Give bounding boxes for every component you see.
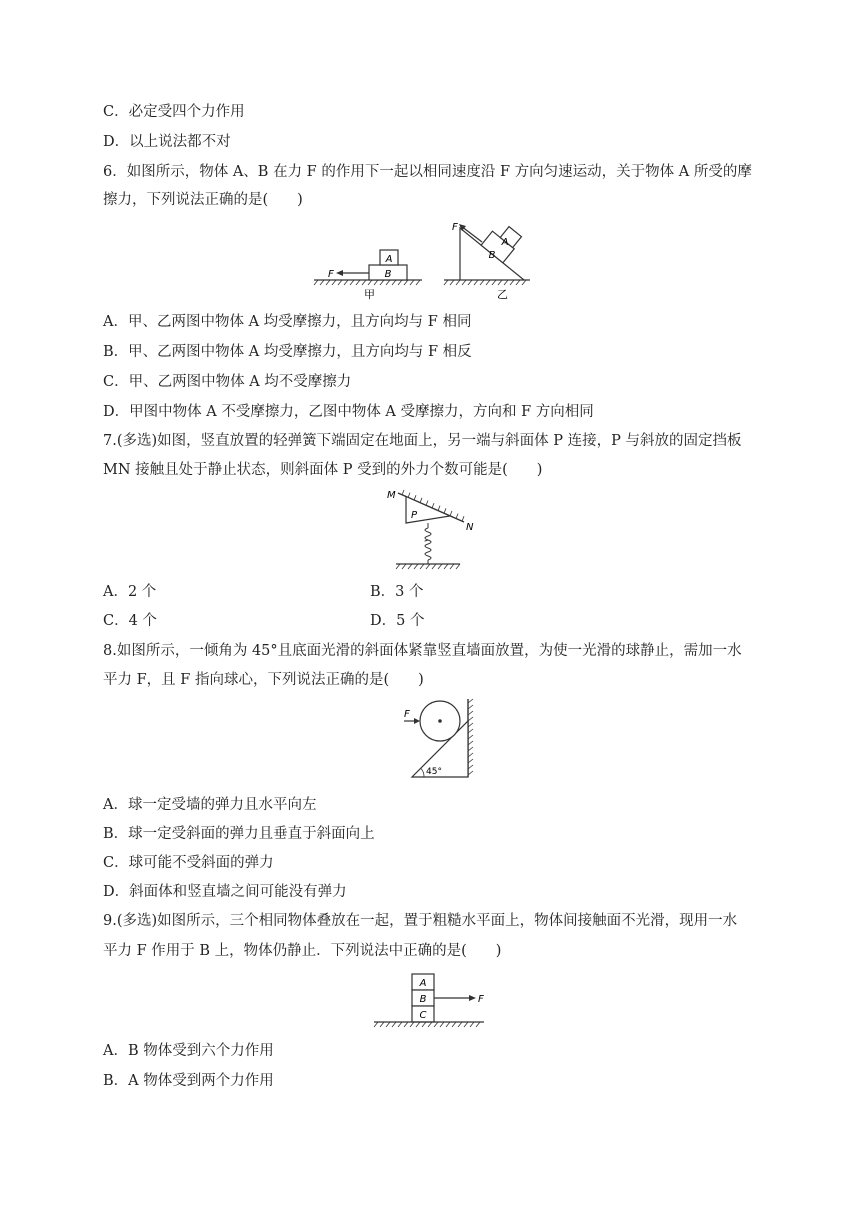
q6-figure-yi <box>444 220 530 301</box>
q7-option-a: A．2 个 <box>103 584 157 600</box>
angle-label: 45° <box>426 767 442 777</box>
label-p: P <box>411 510 418 521</box>
q9-stem-line2: 平力 F 作用于 B 上，物体仍静止．下列说法中正确的是( ) <box>103 943 502 959</box>
label-a-q9: A <box>419 978 427 989</box>
q6-stem-line2: 擦力，下列说法正确的是( ) <box>103 192 303 208</box>
q6-option-a: A．甲、乙两图中物体 A 均受摩擦力，且方向均与 F 相同 <box>103 314 472 330</box>
q7-option-b: B．3 个 <box>370 584 424 600</box>
label-m: M <box>387 490 396 501</box>
q5-option-d: D．以上说法都不对 <box>103 134 231 150</box>
label-n: N <box>466 522 474 533</box>
q9-option-b: B．A 物体受到两个力作用 <box>103 1073 274 1089</box>
q6-stem-line1: 6．如图所示，物体 A、B 在力 F 的作用下一起以相同速度沿 F 方向匀速运动，关于物体 A 所受的摩 <box>103 164 752 180</box>
q8-option-c: C．球可能不受斜面的弹力 <box>103 855 274 871</box>
q9-option-a: A．B 物体受到六个力作用 <box>103 1043 274 1059</box>
q8-stem-line1: 8.如图所示，一倾角为 45°且底面光滑的斜面体紧靠竖直墙面放置，为使一光滑的球静止，需加一水 <box>103 643 742 659</box>
q8-option-b: B．球一定受斜面的弹力且垂直于斜面向上 <box>103 826 375 842</box>
q6-figure <box>310 218 530 304</box>
label-f-jia: F <box>328 269 334 280</box>
q9-stem-line1: 9.(多选)如图所示，三个相同物体叠放在一起，置于粗糙水平面上，物体间接触面不光滑，现用一水 <box>103 913 738 929</box>
q7-figure <box>382 486 482 570</box>
q6-option-b: B．甲、乙两图中物体 A 均受摩擦力，且方向均与 F 相反 <box>103 344 472 360</box>
label-a-yi: A <box>501 237 509 248</box>
caption-jia: 甲 <box>364 288 375 301</box>
caption-yi: 乙 <box>497 288 508 301</box>
q7-stem-line2: MN 接触且处于静止状态，则斜面体 P 受到的外力个数可能是( ) <box>103 462 543 478</box>
label-f-q8: F <box>404 709 410 720</box>
label-f-q9: F <box>478 994 484 1005</box>
q7-stem-line1: 7.(多选)如图，竖直放置的轻弹簧下端固定在地面上，另一端与斜面体 P 连接，P 与斜放的固定挡板 <box>103 433 742 449</box>
q8-figure <box>394 697 480 781</box>
q8-stem-line2: 平力 F，且 F 指向球心，下列说法正确的是( ) <box>103 672 424 688</box>
label-a-jia: A <box>385 254 393 265</box>
spring <box>425 528 431 560</box>
label-c-q9: C <box>419 1010 427 1021</box>
force-arrow-yi <box>461 226 482 242</box>
q6-option-d: D．甲图中物体 A 不受摩擦力，乙图中物体 A 受摩擦力，方向和 F 方向相同 <box>103 404 594 420</box>
q8-option-a: A．球一定受墙的弹力且水平向左 <box>103 797 317 813</box>
q6-option-c: C．甲、乙两图中物体 A 均不受摩擦力 <box>103 374 352 390</box>
label-b-jia: B <box>384 269 392 280</box>
q5-option-c: C．必定受四个力作用 <box>103 104 245 120</box>
label-b-yi: B <box>488 250 496 261</box>
label-b-q9: B <box>419 994 427 1005</box>
label-f-yi: F <box>452 222 458 233</box>
q9-figure <box>372 970 488 1030</box>
q8-option-d: D．斜面体和竖直墙之间可能没有弹力 <box>103 884 347 900</box>
ball-center <box>438 719 442 723</box>
q6-figure-jia <box>314 250 422 301</box>
q7-option-c: C．4 个 <box>103 613 157 629</box>
q7-option-d: D．5 个 <box>370 613 425 629</box>
